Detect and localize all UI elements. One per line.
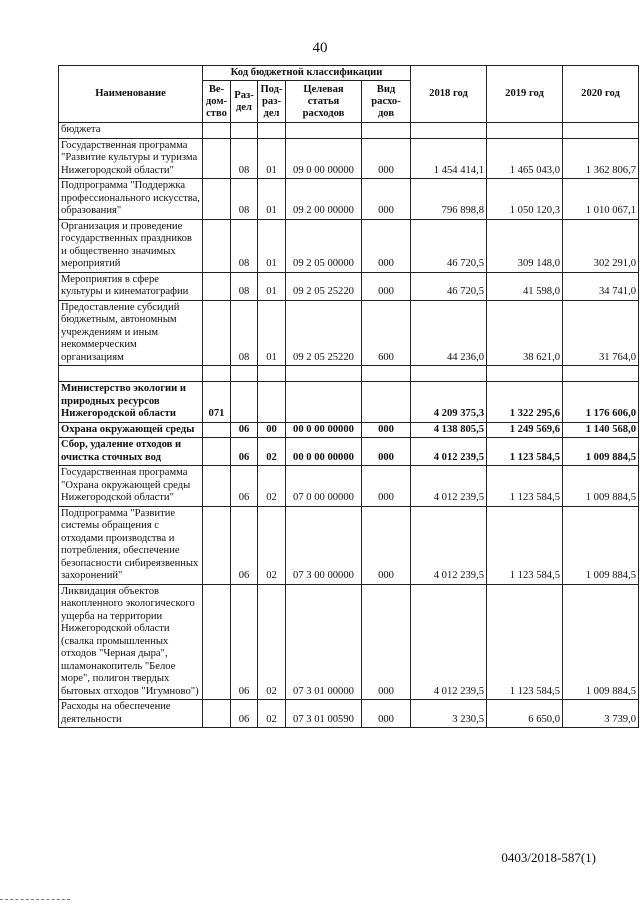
row-target-item: 09 2 05 25220 — [286, 300, 362, 366]
row-2019: 309 148,0 — [487, 219, 563, 272]
row-expense-type: 000 — [362, 700, 411, 728]
row-name: Организация и проведение государственных праздников и общественно значимых мероприятий — [59, 219, 203, 272]
table-row — [59, 584, 639, 700]
row-2018 — [411, 366, 487, 382]
table-row — [59, 219, 639, 272]
row-target-item — [286, 123, 362, 139]
row-expense-type — [362, 123, 411, 139]
row-razdel: 06 — [231, 506, 258, 584]
row-2018: 3 230,5 — [411, 700, 487, 728]
row-2020: 34 741,0 — [563, 272, 639, 300]
row-2019: 1 465 043,0 — [487, 138, 563, 179]
row-2019 — [487, 123, 563, 139]
table-row — [59, 466, 639, 507]
row-2019: 1 123 584,5 — [487, 438, 563, 466]
header-2019: 2019 год — [487, 66, 563, 123]
row-podrazdel: 02 — [258, 438, 286, 466]
row-ved — [203, 179, 231, 220]
row-2019: 1 123 584,5 — [487, 466, 563, 507]
row-target-item — [286, 382, 362, 423]
row-2019: 1 123 584,5 — [487, 584, 563, 700]
row-2018: 4 012 239,5 — [411, 466, 487, 507]
header-subsection: Под-раз-дел — [258, 81, 286, 123]
row-podrazdel: 01 — [258, 219, 286, 272]
row-2018: 44 236,0 — [411, 300, 487, 366]
row-razdel: 06 — [231, 422, 258, 438]
row-razdel: 06 — [231, 700, 258, 728]
row-ved: 071 — [203, 382, 231, 423]
row-name: Государственная программа "Охрана окружающей среды Нижегородской области" — [59, 466, 203, 507]
row-2019: 41 598,0 — [487, 272, 563, 300]
table-row — [59, 700, 639, 728]
row-podrazdel: 02 — [258, 466, 286, 507]
header-section: Раз-дел — [231, 81, 258, 123]
row-2019: 1 322 295,6 — [487, 382, 563, 423]
row-name: Охрана окружающей среды — [59, 422, 203, 438]
row-2020: 1 009 884,5 — [563, 584, 639, 700]
page-number: 40 — [312, 40, 328, 56]
row-podrazdel — [258, 366, 286, 382]
row-2018: 4 012 239,5 — [411, 584, 487, 700]
row-2020: 302 291,0 — [563, 219, 639, 272]
row-name: Министерство экологии и природных ресурсов Нижегородской области — [59, 382, 203, 423]
row-razdel: 08 — [231, 272, 258, 300]
table-row — [59, 179, 639, 220]
row-ved — [203, 123, 231, 139]
row-2020: 1 176 606,0 — [563, 382, 639, 423]
row-expense-type: 000 — [362, 422, 411, 438]
row-target-item: 09 2 00 00000 — [286, 179, 362, 220]
row-2018 — [411, 123, 487, 139]
table-row — [59, 272, 639, 300]
row-2020 — [563, 123, 639, 139]
row-podrazdel: 01 — [258, 138, 286, 179]
row-2020: 3 739,0 — [563, 700, 639, 728]
row-razdel: 06 — [231, 466, 258, 507]
row-podrazdel: 01 — [258, 300, 286, 366]
table-row — [59, 300, 639, 366]
row-name: Расходы на обеспечение деятельности — [59, 700, 203, 728]
row-2020: 1 362 806,7 — [563, 138, 639, 179]
row-ved — [203, 584, 231, 700]
row-podrazdel: 02 — [258, 700, 286, 728]
table-row — [59, 138, 639, 179]
row-razdel — [231, 123, 258, 139]
row-target-item: 09 2 05 25220 — [286, 272, 362, 300]
row-expense-type: 000 — [362, 506, 411, 584]
row-target-item: 07 0 00 00000 — [286, 466, 362, 507]
row-2019: 1 249 569,6 — [487, 422, 563, 438]
row-podrazdel: 01 — [258, 272, 286, 300]
row-expense-type: 000 — [362, 179, 411, 220]
row-expense-type: 000 — [362, 438, 411, 466]
row-target-item: 09 0 00 00000 — [286, 138, 362, 179]
table-row — [59, 422, 639, 438]
row-name: Государственная программа "Развитие культуры и туризма Нижегородской области" — [59, 138, 203, 179]
row-2018: 46 720,5 — [411, 272, 487, 300]
row-expense-type: 000 — [362, 466, 411, 507]
row-target-item: 00 0 00 00000 — [286, 422, 362, 438]
row-ved — [203, 466, 231, 507]
row-2019: 1 050 120,3 — [487, 179, 563, 220]
row-2020: 31 764,0 — [563, 300, 639, 366]
document-code: 0403/2018-587(1) — [501, 850, 596, 865]
row-target-item: 07 3 01 00590 — [286, 700, 362, 728]
row-2020 — [563, 366, 639, 382]
table-row-spacer — [59, 366, 639, 382]
row-2018: 4 209 375,3 — [411, 382, 487, 423]
row-name: бюджета — [59, 123, 203, 139]
row-ved — [203, 272, 231, 300]
row-target-item — [286, 366, 362, 382]
row-target-item: 00 0 00 00000 — [286, 438, 362, 466]
header-2018: 2018 год — [411, 66, 487, 123]
row-ved — [203, 300, 231, 366]
row-2020: 1 010 067,1 — [563, 179, 639, 220]
table-row — [59, 438, 639, 466]
row-podrazdel: 02 — [258, 506, 286, 584]
row-podrazdel: 02 — [258, 584, 286, 700]
row-2020: 1 009 884,5 — [563, 466, 639, 507]
row-name: Ликвидация объектов накопленного экологического ущерба на территории Нижегородской области (свалка промышленных отходов "Черная дыра", шламонакопитель "Белое море", полигон твердых бытовых отходов "Игумново") — [59, 584, 203, 700]
row-ved — [203, 700, 231, 728]
header-expense-type: Вид расхо-дов — [362, 81, 411, 123]
budget-table — [58, 65, 639, 728]
row-razdel: 08 — [231, 138, 258, 179]
row-2019: 1 123 584,5 — [487, 506, 563, 584]
row-podrazdel — [258, 382, 286, 423]
row-ved — [203, 219, 231, 272]
row-ved — [203, 138, 231, 179]
row-target-item: 07 3 01 00000 — [286, 584, 362, 700]
row-2019 — [487, 366, 563, 382]
row-expense-type — [362, 366, 411, 382]
row-name: Подпрограмма "Поддержка профессионального искусства, образования" — [59, 179, 203, 220]
row-2019: 38 621,0 — [487, 300, 563, 366]
row-2018: 4 012 239,5 — [411, 506, 487, 584]
row-expense-type: 000 — [362, 584, 411, 700]
row-name — [59, 366, 203, 382]
row-razdel — [231, 366, 258, 382]
row-name: Сбор, удаление отходов и очистка сточных вод — [59, 438, 203, 466]
row-2019: 6 650,0 — [487, 700, 563, 728]
row-expense-type: 000 — [362, 272, 411, 300]
row-razdel — [231, 382, 258, 423]
row-expense-type — [362, 382, 411, 423]
row-expense-type: 000 — [362, 138, 411, 179]
row-2018: 796 898,8 — [411, 179, 487, 220]
row-ved — [203, 438, 231, 466]
row-podrazdel — [258, 123, 286, 139]
header-name: Наименование — [59, 66, 203, 123]
row-2018: 46 720,5 — [411, 219, 487, 272]
row-2020: 1 009 884,5 — [563, 438, 639, 466]
row-razdel: 08 — [231, 179, 258, 220]
header-2020: 2020 год — [563, 66, 639, 123]
row-podrazdel: 00 — [258, 422, 286, 438]
header-department: Ве-дом-ство — [203, 81, 231, 123]
row-target-item: 09 2 05 00000 — [286, 219, 362, 272]
scan-edge-mark — [0, 899, 70, 900]
row-2018: 4 012 239,5 — [411, 438, 487, 466]
row-razdel: 08 — [231, 219, 258, 272]
row-name: Предоставление субсидий бюджетным, автономным учреждениям и иным некоммерческим организациям — [59, 300, 203, 366]
table-row — [59, 123, 639, 139]
table-row — [59, 382, 639, 423]
header-target-item: Целевая статья расходов — [286, 81, 362, 123]
row-razdel: 06 — [231, 438, 258, 466]
row-2020: 1 140 568,0 — [563, 422, 639, 438]
row-razdel: 06 — [231, 584, 258, 700]
row-ved — [203, 506, 231, 584]
row-expense-type: 600 — [362, 300, 411, 366]
row-podrazdel: 01 — [258, 179, 286, 220]
row-razdel: 08 — [231, 300, 258, 366]
row-ved — [203, 422, 231, 438]
row-name: Подпрограмма "Развитие системы обращения с отходами производства и потребления, обеспечение безопасности сибиреязвенных захоронений" — [59, 506, 203, 584]
row-ved — [203, 366, 231, 382]
row-name: Мероприятия в сфере культуры и кинематографии — [59, 272, 203, 300]
row-expense-type: 000 — [362, 219, 411, 272]
table-row — [59, 506, 639, 584]
row-2018: 4 138 805,5 — [411, 422, 487, 438]
header-budget-code-group: Код бюджетной классификации — [203, 66, 411, 81]
row-2020: 1 009 884,5 — [563, 506, 639, 584]
row-2018: 1 454 414,1 — [411, 138, 487, 179]
row-target-item: 07 3 00 00000 — [286, 506, 362, 584]
